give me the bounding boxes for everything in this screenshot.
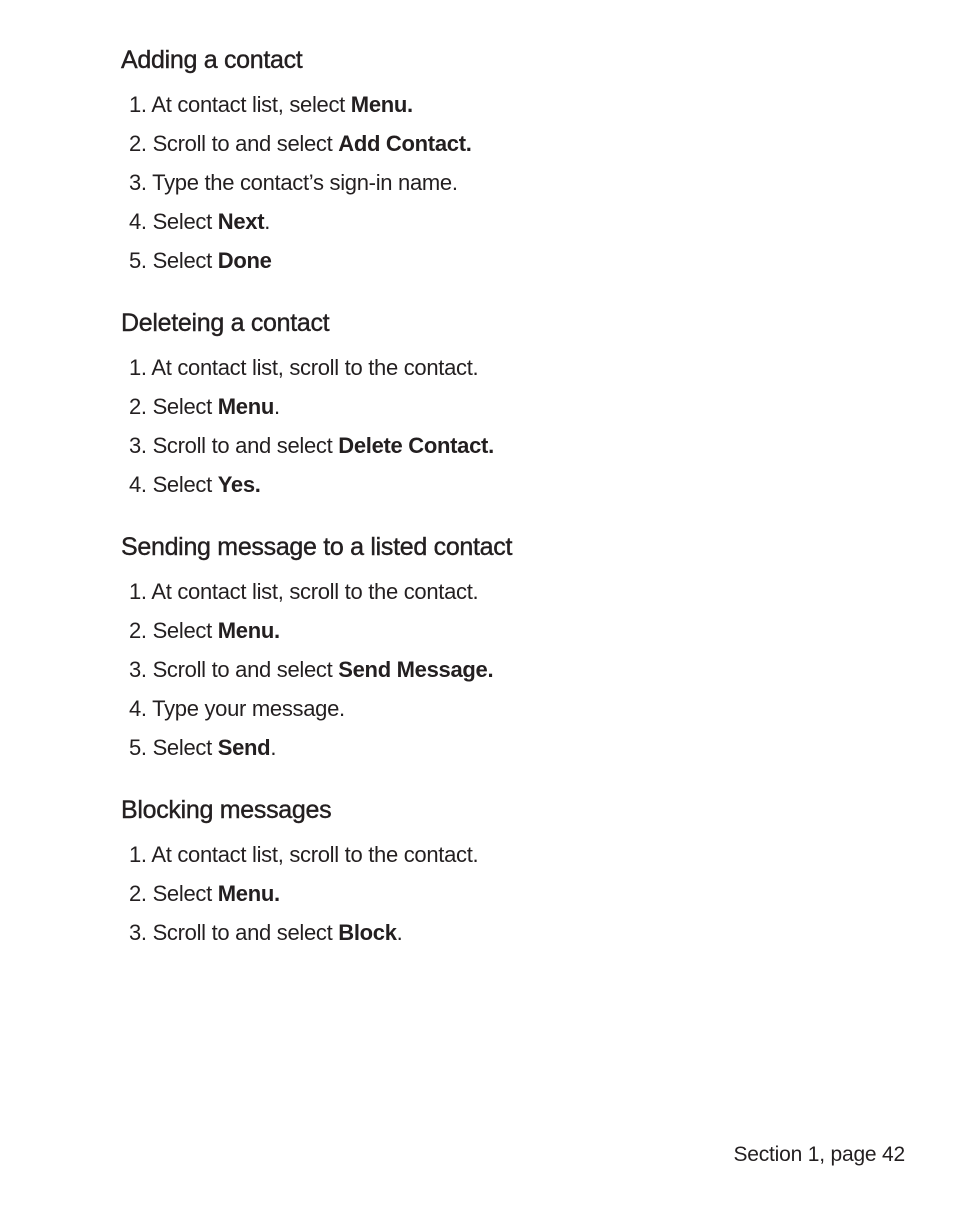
step-number: 5. [129,735,147,760]
step-bold: Yes. [217,472,261,497]
step-text: Select [152,881,218,906]
step-bold: Menu. [217,881,280,906]
step-tail: . [270,735,277,760]
step-item [121,611,901,650]
section-blocking-messages [121,792,901,952]
step-number: 4. [129,209,147,234]
step-number: 2. [129,131,147,156]
section-title: Deleteing a contact [121,309,330,337]
step-item [121,465,901,504]
step-item [121,387,901,426]
step-bold: Send Message. [338,657,494,682]
step-number: 3. [129,170,147,195]
step-number: 3. [129,433,147,458]
step-number: 1. [129,579,147,604]
page-footer: Section 1, page 42 [733,1143,905,1166]
step-number: 4. [129,472,147,497]
step-text: At contact list, scroll to the contact. [151,842,479,867]
step-item [121,85,901,124]
step-item [121,650,901,689]
step-text: Scroll to and select [152,920,339,945]
step-item [121,689,901,728]
step-bold: Next [217,209,265,234]
section-title: Adding a contact [121,46,303,74]
step-text: Type the contact’s sign-in name. [152,170,458,195]
section-sending-message [121,529,901,767]
step-item [121,728,901,767]
step-text: Scroll to and select [152,433,339,458]
step-text: At contact list, scroll to the contact. [151,579,479,604]
step-bold: Send [217,735,271,760]
step-text: Select [152,618,218,643]
step-item [121,348,901,387]
step-text: At contact list, scroll to the contact. [151,355,479,380]
section-deleting-contact [121,305,901,504]
step-number: 3. [129,920,147,945]
step-text: Scroll to and select [152,131,339,156]
section-title: Sending message to a listed contact [121,533,513,561]
step-text: Select [152,472,218,497]
step-tail: . [264,209,271,234]
step-number: 3. [129,657,147,682]
step-item [121,874,901,913]
step-item [121,163,901,202]
step-number: 1. [129,355,147,380]
step-text: Scroll to and select [152,657,339,682]
step-bold: Menu. [350,92,413,117]
step-item [121,241,901,280]
step-text: Select [152,394,218,419]
step-bold: Done [217,248,272,273]
step-tail: . [396,920,403,945]
step-number: 4. [129,696,147,721]
step-item [121,426,901,465]
step-bold: Menu [217,394,274,419]
section-title: Blocking messages [121,796,332,824]
step-number: 2. [129,618,147,643]
step-bold: Menu. [217,618,280,643]
step-item [121,202,901,241]
step-tail: . [273,394,280,419]
step-item [121,835,901,874]
step-item [121,572,901,611]
step-number: 2. [129,881,147,906]
step-item [121,913,901,952]
step-bold: Block [338,920,397,945]
section-adding-contact [121,42,901,280]
step-bold: Add Contact. [338,131,472,156]
step-number: 1. [129,842,147,867]
step-bold: Delete Contact. [338,433,494,458]
step-text: At contact list, select [151,92,351,117]
step-number: 1. [129,92,147,117]
step-text: Select [152,735,218,760]
step-number: 5. [129,248,147,273]
step-text: Select [152,248,218,273]
step-text: Type your message. [152,696,345,721]
step-text: Select [152,209,218,234]
step-number: 2. [129,394,147,419]
page-content [121,42,901,977]
step-item [121,124,901,163]
